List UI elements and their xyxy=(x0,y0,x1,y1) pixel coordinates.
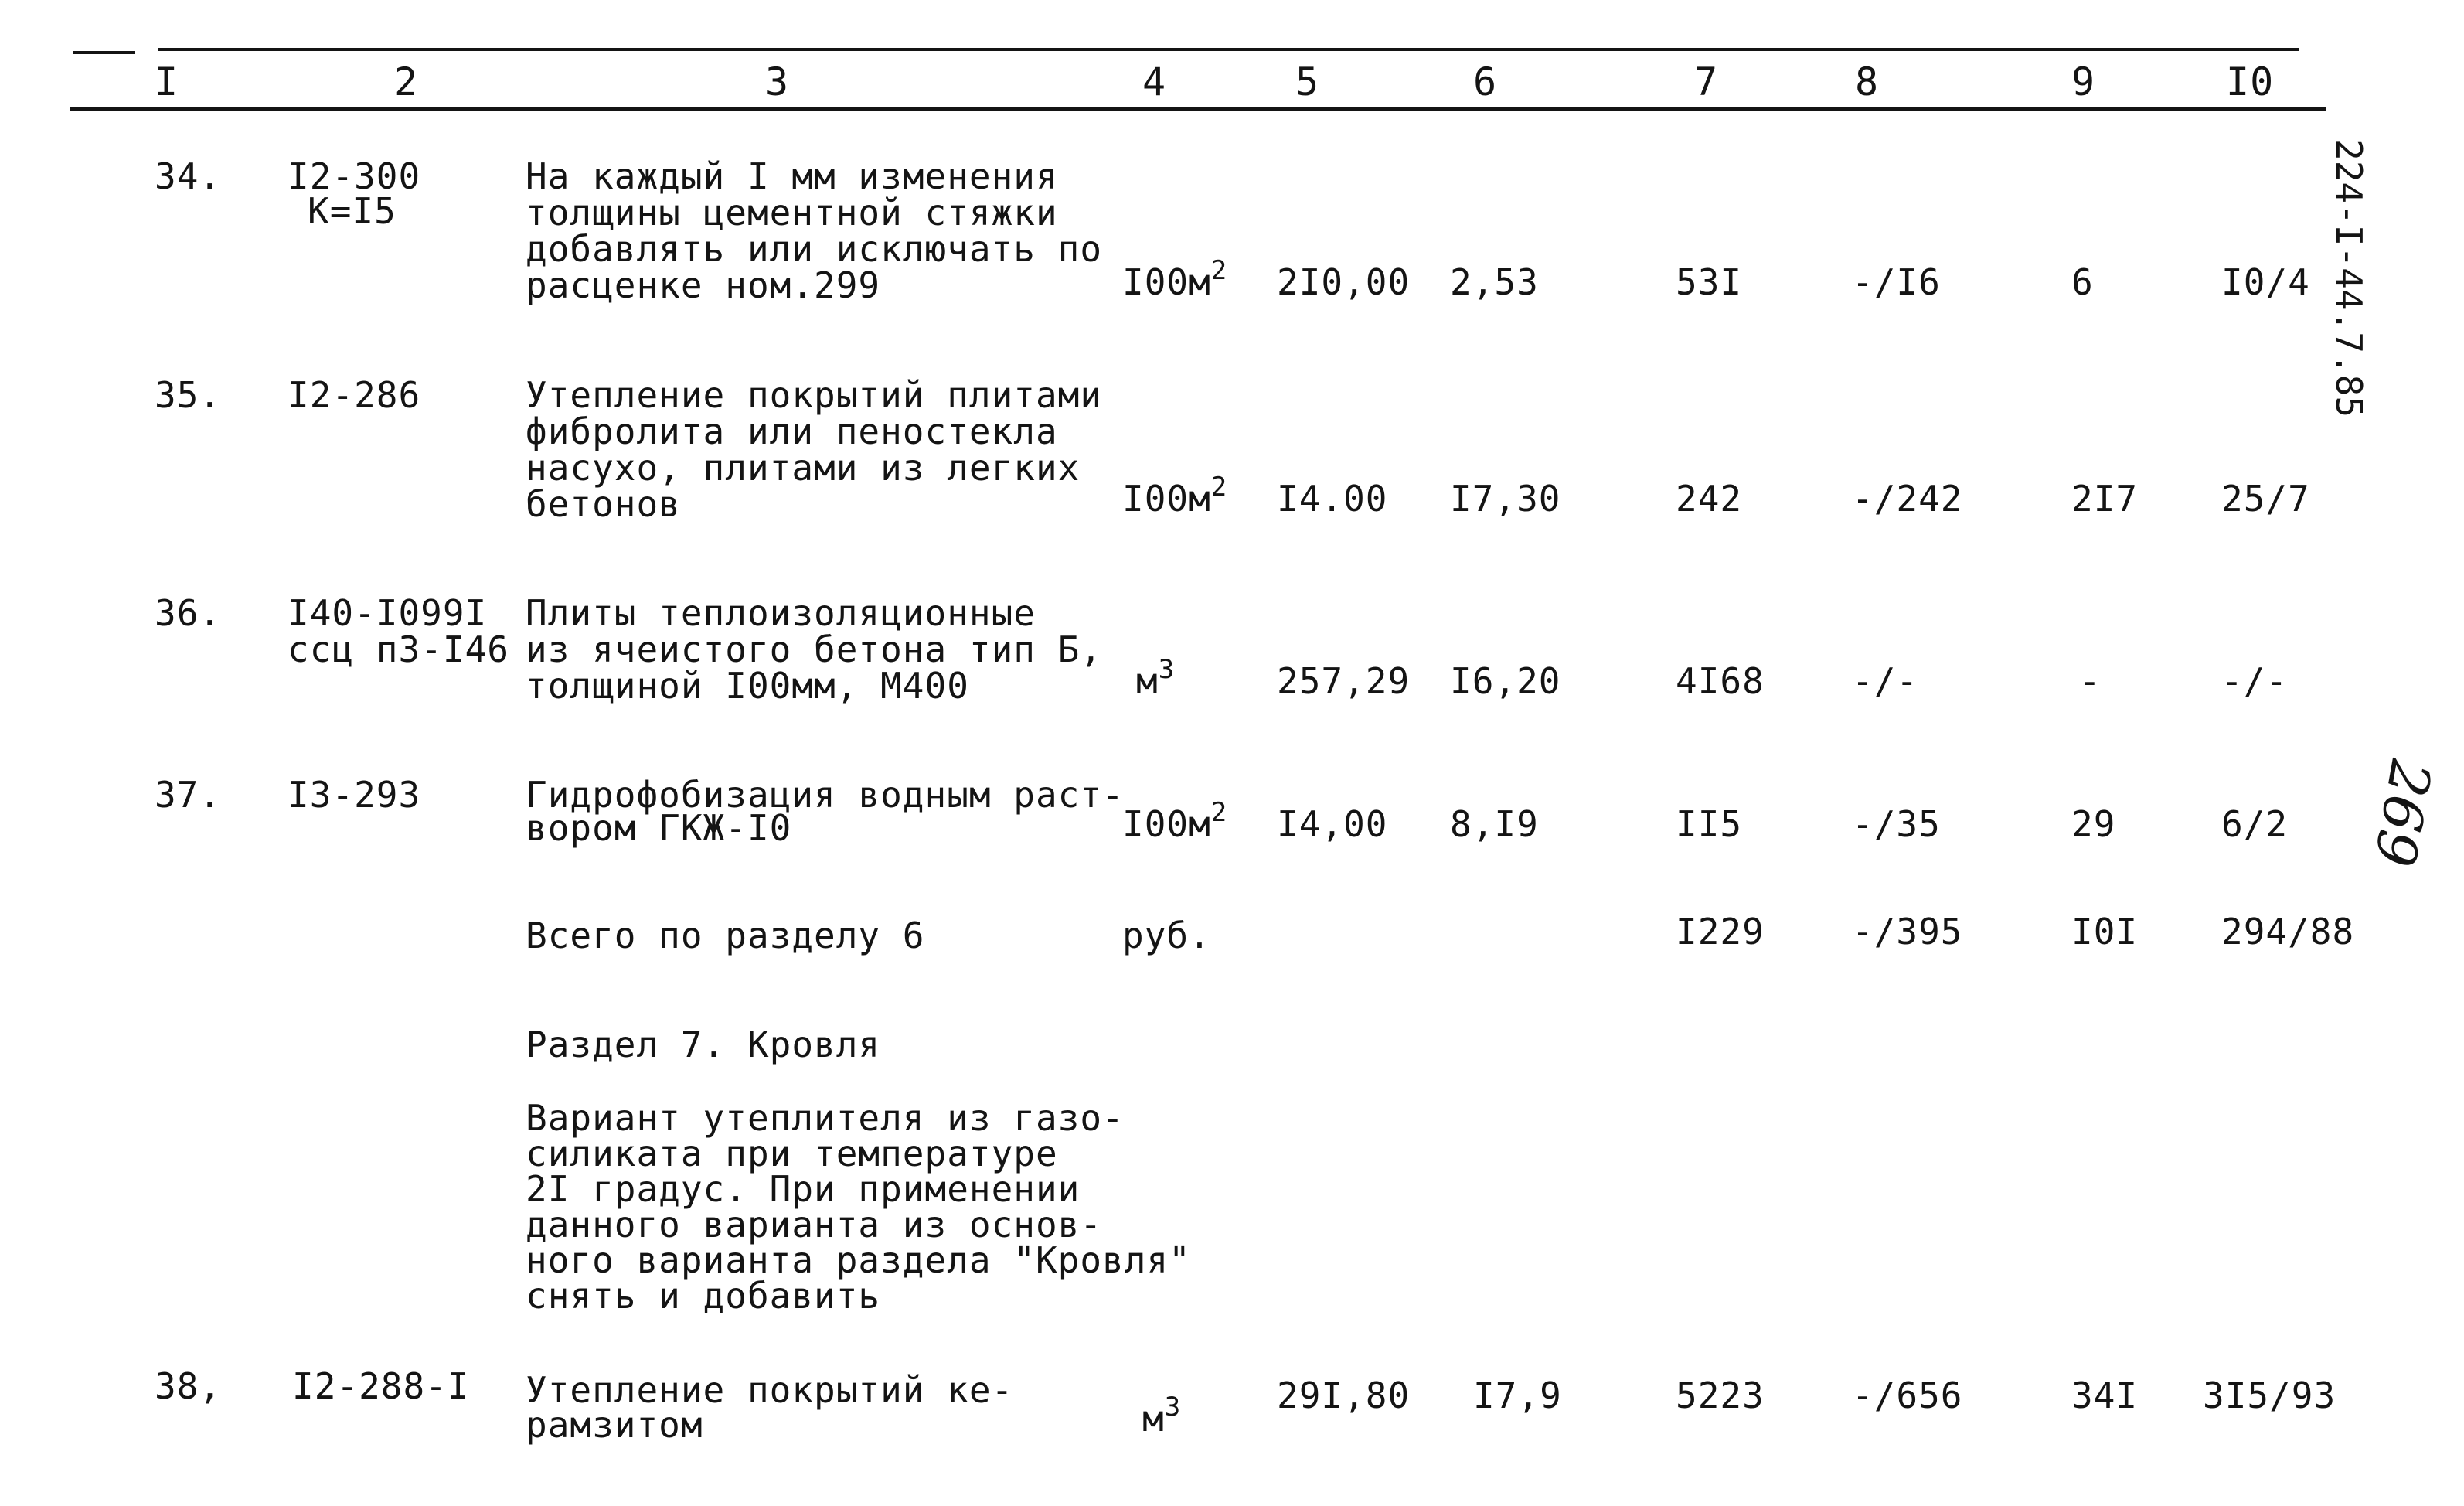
row-code: I2-286 xyxy=(288,374,421,416)
row-desc: вором ГКЖ-I0 xyxy=(526,807,792,849)
row-desc: Гидрофобизация водным раст- xyxy=(526,774,1125,816)
col-header-3: 3 xyxy=(765,60,790,104)
total-unit: руб. xyxy=(1122,915,1211,956)
row-unit: $I00м^2$ xyxy=(1122,797,1228,845)
total-col10: 294/88 xyxy=(2221,911,2355,952)
col-header-1: I xyxy=(155,60,179,104)
row-code: ссц п3-I46 xyxy=(288,629,509,670)
total-col9: I0I xyxy=(2071,911,2139,952)
row-col8: -/- xyxy=(1852,660,1919,702)
row-col9: 29 xyxy=(2071,803,2116,845)
col-header-4: 4 xyxy=(1142,60,1167,104)
note-line: снять и добавить xyxy=(526,1275,881,1317)
row-col9: 34I xyxy=(2071,1375,2139,1416)
row-number: 34. xyxy=(155,155,222,197)
row-col7: 53I xyxy=(1676,261,1743,303)
row-desc: бетонов xyxy=(526,483,681,525)
col-header-6: 6 xyxy=(1473,60,1498,104)
row-col10: 3I5/93 xyxy=(2203,1375,2336,1416)
row-desc: Утепление покрытий плитами xyxy=(526,374,1103,416)
header-top-rule xyxy=(158,48,2299,51)
row-number: 38, xyxy=(155,1365,222,1407)
row-desc: насухо, плитами из легких xyxy=(526,447,1081,489)
row-desc: добавлять или исключать по xyxy=(526,228,1103,270)
row-col5: I4.00 xyxy=(1277,478,1388,520)
row-code: I40-I099I xyxy=(288,592,488,634)
col-header-7: 7 xyxy=(1694,60,1719,104)
note-line: 2I градус. При применении xyxy=(526,1168,1081,1210)
row-col5: 2I0,00 xyxy=(1277,261,1411,303)
note-line: данного варианта из основ- xyxy=(526,1204,1103,1245)
col-header-2: 2 xyxy=(394,60,419,104)
row-col6: I6,20 xyxy=(1450,660,1561,702)
row-col7: II5 xyxy=(1676,803,1743,845)
row-desc: Утепление покрытий ке- xyxy=(526,1369,1014,1411)
row-col5: 257,29 xyxy=(1277,660,1411,702)
section-title: Раздел 7. Кровля xyxy=(526,1024,881,1065)
row-desc: рамзитом xyxy=(526,1404,703,1446)
row-code: K=I5 xyxy=(308,190,396,232)
row-code: I2-300 xyxy=(288,155,421,197)
col-header-9: 9 xyxy=(2071,60,2096,104)
row-col6: 2,53 xyxy=(1450,261,1539,303)
row-col8: -/242 xyxy=(1852,478,1963,520)
col-header-10: I0 xyxy=(2226,60,2275,104)
row-col8: -/656 xyxy=(1852,1375,1963,1416)
header-bottom-rule xyxy=(70,107,2326,111)
row-desc: из ячеистого бетона тип Б, xyxy=(526,629,1103,670)
row-unit: $м^3$ xyxy=(1142,1392,1182,1440)
row-number: 36. xyxy=(155,592,222,634)
row-desc: На каждый I мм изменения xyxy=(526,155,1058,197)
row-number: 37. xyxy=(155,774,222,816)
row-col10: I0/4 xyxy=(2221,261,2310,303)
row-col8: -/35 xyxy=(1852,803,1941,845)
total-col7: I229 xyxy=(1676,911,1765,952)
row-col5: 29I,80 xyxy=(1277,1375,1411,1416)
margin-document-code: 224-I-44.7.85 xyxy=(2328,139,2370,418)
row-code: I2-288-I xyxy=(292,1365,470,1407)
col-header-5: 5 xyxy=(1295,60,1320,104)
total-col8: -/395 xyxy=(1852,911,1963,952)
total-label: Всего по разделу 6 xyxy=(526,915,925,956)
page-number: 269 xyxy=(2361,755,2445,871)
note-line: ного варианта раздела "Кровля" xyxy=(526,1239,1191,1281)
row-col5: I4,00 xyxy=(1277,803,1388,845)
row-col6: I7,30 xyxy=(1450,478,1561,520)
row-col8: -/I6 xyxy=(1852,261,1941,303)
row-unit: $м^3$ xyxy=(1136,654,1176,702)
row-code: I3-293 xyxy=(288,774,421,816)
row-col10: -/- xyxy=(2221,660,2289,702)
row-col6: 8,I9 xyxy=(1450,803,1539,845)
row-col9: 2I7 xyxy=(2071,478,2139,520)
row-col6: I7,9 xyxy=(1473,1375,1562,1416)
note-line: Вариант утеплителя из газо- xyxy=(526,1097,1125,1139)
row-unit: $I00м^2$ xyxy=(1122,472,1228,520)
row-col7: 5223 xyxy=(1676,1375,1765,1416)
row-desc: расценке ном.299 xyxy=(526,264,881,306)
row-desc: толщиной I00мм, М400 xyxy=(526,665,969,707)
row-desc: Плиты теплоизоляционные xyxy=(526,592,1036,634)
row-number: 35. xyxy=(155,374,222,416)
row-col7: 242 xyxy=(1676,478,1743,520)
row-desc: фибролита или пеностекла xyxy=(526,411,1058,452)
row-col9: 6 xyxy=(2071,261,2094,303)
note-line: силиката при температуре xyxy=(526,1133,1058,1174)
col-header-8: 8 xyxy=(1855,60,1880,104)
header-top-rule-left xyxy=(73,51,135,54)
row-desc: толщины цементной стяжки xyxy=(526,192,1058,233)
row-col10: 25/7 xyxy=(2221,478,2310,520)
row-col7: 4I68 xyxy=(1676,660,1765,702)
row-col10: 6/2 xyxy=(2221,803,2289,845)
row-unit: $I00м^2$ xyxy=(1122,255,1228,303)
row-col9: - xyxy=(2079,660,2102,702)
